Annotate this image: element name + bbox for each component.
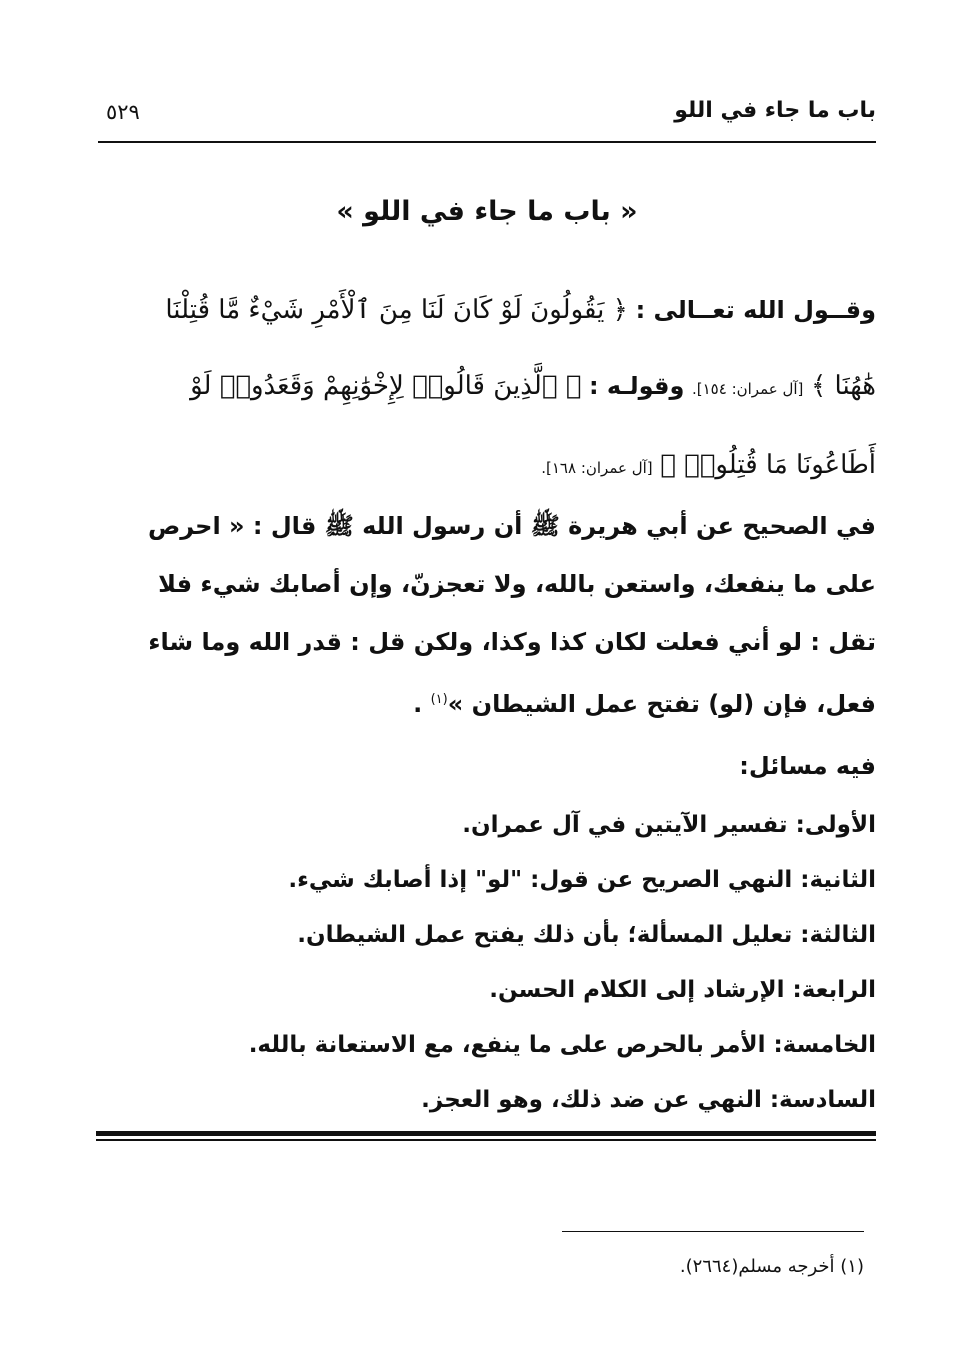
running-header-title: باب ما جاء في اللو bbox=[674, 98, 876, 123]
issues-list bbox=[98, 800, 876, 1130]
verse-line-1 bbox=[98, 272, 876, 348]
section-divider-thin bbox=[96, 1139, 876, 1141]
issue-item: السادسة: النهي عن ضد ذلك، وهو العجز. bbox=[421, 1087, 876, 1113]
verse-intro: وقولـه : bbox=[588, 372, 685, 400]
issue-item: الثانية: النهي الصريح عن قول: "لو" إذا أصابك شيء. bbox=[288, 867, 876, 893]
hadith-line: تقل : لو أني فعلت لكان كذا وكذا، ولكن قل : قدر الله وما شاء bbox=[148, 628, 876, 656]
hadith-line: في الصحيح عن أبي هريرة ﷺ أن رسول الله ﷺ قال : « احرص bbox=[147, 512, 876, 540]
quran-quote: ﴿ ٱلَّذِينَ قَالُوا۟ لِإِخْوَٰنِهِمْ وَقَعَدُوا۟ لَوْ bbox=[190, 371, 582, 401]
hadith-line-text: فعل، فإن (لو) تفتح عمل الشيطان » bbox=[447, 690, 876, 718]
verse-line-2 bbox=[98, 348, 876, 427]
footnote-marker[interactable]: (١) bbox=[430, 692, 448, 707]
running-header bbox=[98, 96, 876, 136]
issue-item: الرابعة: الإرشاد إلى الكلام الحسن. bbox=[489, 977, 876, 1003]
issue-item: الأولى: تفسير الآيتين في آل عمران. bbox=[462, 812, 876, 838]
footnote-divider bbox=[562, 1231, 864, 1232]
verses-paragraph bbox=[98, 272, 876, 506]
issue-item: الثالثة: تعليل المسألة؛ بأن ذلك يفتح عمل الشيطان. bbox=[297, 922, 876, 948]
footnote: (١) أخرجه مسلم(٢٦٦٤). bbox=[679, 1256, 864, 1277]
verse-reference: [آل عمران: ١٦٨]. bbox=[541, 459, 653, 477]
quran-quote: ﴿ يَقُولُونَ لَوْ كَانَ لَنَا مِنَ ٱلْأَمْرِ شَيْءٌ مَّا قُتِلْنَا bbox=[165, 295, 628, 325]
issue-item: الخامسة: الأمر بالحرص على ما ينفع، مع الاستعانة بالله. bbox=[248, 1032, 876, 1058]
issues-heading: فيه مسائل: bbox=[739, 752, 876, 780]
page-number: ٥٢٩ bbox=[106, 100, 140, 124]
chapter-title: « باب ما جاء في اللو » bbox=[336, 196, 638, 227]
section-divider-thick bbox=[96, 1131, 876, 1136]
verse-reference: [آل عمران: ١٥٤]. bbox=[692, 380, 804, 398]
verse-intro: وقــول الله تعــالى : bbox=[635, 296, 876, 324]
quran-quote: هَٰهُنَا ﴾ bbox=[811, 371, 876, 401]
hadith-line: على ما ينفعك، واستعن بالله، ولا تعجزنّ، وإن أصابك شيء فلا bbox=[158, 570, 876, 598]
hadith-line-last bbox=[98, 671, 876, 733]
hadith-line-end: . bbox=[413, 690, 431, 718]
hadith-paragraph bbox=[98, 497, 876, 733]
header-divider bbox=[98, 141, 876, 143]
verse-line-3 bbox=[98, 427, 876, 506]
quran-quote: أَطَاعُونَا مَا قُتِلُوا۟ ﴾ bbox=[660, 450, 876, 480]
